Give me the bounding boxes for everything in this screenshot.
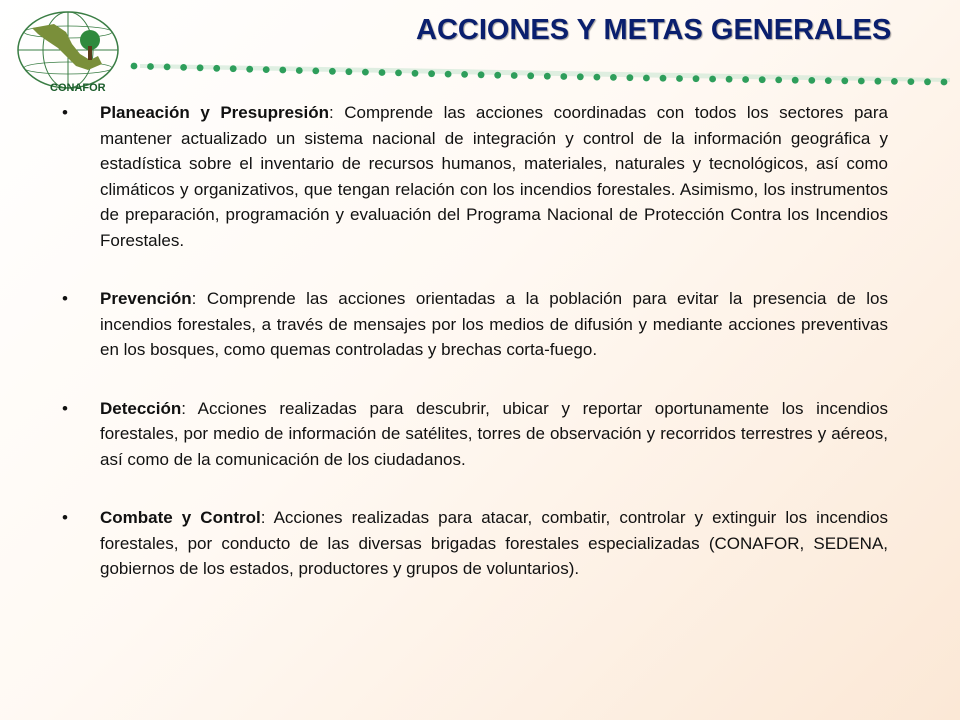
divider-dot: [478, 71, 485, 78]
divider-dot: [395, 70, 402, 77]
divider-dot: [577, 73, 584, 80]
divider-dot: [610, 74, 617, 81]
divider-dot: [164, 64, 171, 71]
list-item: [62, 505, 888, 582]
divider-dot: [213, 65, 220, 72]
divider-dot: [230, 65, 237, 72]
item-text: : Acciones realizadas para descubrir, ubicar y reportar oportunamente los incendios forestales, por medio de información de satélites, torres de observación y recorridos terrestres y aéreos, así como de la comunicación de los ciudadanos.: [100, 398, 888, 469]
divider-dot: [362, 69, 369, 76]
item-term: Combate y Control: [100, 508, 261, 527]
divider-dot: [775, 77, 782, 84]
bullet-icon: •: [62, 508, 68, 527]
divider-dot: [924, 78, 931, 85]
conafor-logo: [14, 10, 122, 94]
divider-dot: [941, 79, 948, 86]
divider-dot: [808, 77, 815, 84]
divider-dot: [428, 70, 435, 77]
divider-dot: [693, 75, 700, 82]
divider-dot: [461, 71, 468, 78]
divider-dot: [560, 73, 567, 80]
divider-dot: [742, 76, 749, 83]
divider-dot: [759, 76, 766, 83]
bullet-icon: •: [62, 398, 68, 418]
divider-dot: [147, 63, 154, 70]
divider-dot: [312, 68, 319, 75]
bullet-icon: •: [62, 289, 68, 308]
divider-dot: [627, 74, 634, 81]
divider-dot: [246, 66, 253, 73]
divider-dot: [197, 64, 204, 71]
divider-dot: [709, 76, 716, 83]
item-term: Prevención: [100, 289, 192, 308]
logo-label: CONAFOR: [50, 82, 106, 94]
divider-dot: [494, 72, 501, 79]
divider-dot: [329, 68, 336, 75]
bullet-icon: •: [62, 103, 68, 122]
divider-dot: [346, 68, 353, 75]
divider-dot: [825, 77, 832, 84]
item-term: Planeación y Presupresión: [100, 103, 329, 122]
divider-dot: [544, 73, 551, 80]
item-text: : Comprende las acciones orientadas a la población para evitar la presencia de los incendios forestales, a través de mensajes por los medios de difusión y mediante acciones preventivas en los bosques, como quemas controladas y brechas corta-fuego.: [100, 289, 888, 359]
divider-dot: [131, 63, 138, 70]
divider-dot: [676, 75, 683, 82]
item-text: : Acciones realizadas para atacar, combatir, controlar y extinguir los incendios forestales, por conducto de las diversas brigadas forestales especializadas (CONAFOR, SEDENA, gobiernos de los estados, productores y grupos de voluntarios).: [100, 508, 889, 578]
dotted-divider: [120, 56, 960, 96]
divider-dot: [180, 64, 187, 71]
divider-dot: [858, 78, 865, 85]
item-text: : Comprende las acciones coordinadas con todos los sectores para mantener actualizado un sistema nacional de integración y control de la información geográfica y estadística sobre el inventario de recursos humanos, materiales, naturales y tecnológicos, así como climáticos y organizativos, que tengan relación con los incendios forestales. Asimismo, los instrumentos de preparación, programación y evaluación del Programa Nacional de Protección Contra los Incendios Forestales.: [100, 103, 888, 250]
item-term: Detección: [100, 398, 182, 418]
divider-dot: [379, 69, 386, 76]
divider-dot: [279, 67, 286, 74]
divider-dot: [891, 78, 898, 85]
divider-dot: [263, 66, 270, 73]
divider-dot: [296, 67, 303, 74]
divider-dot: [643, 75, 650, 82]
list-item: [62, 286, 888, 363]
list-item: [62, 100, 888, 253]
divider-dot: [412, 70, 419, 77]
bullet-list: [62, 100, 888, 582]
divider-dot: [875, 78, 882, 85]
divider-dot: [792, 77, 799, 84]
divider-dot: [726, 76, 733, 83]
list-item: [62, 396, 888, 473]
divider-dot: [908, 78, 915, 85]
divider-dot: [511, 72, 518, 79]
divider-dot: [660, 75, 667, 82]
divider-dot: [841, 77, 848, 84]
page-title: ACCIONES Y METAS GENERALES: [416, 14, 892, 46]
divider-dot: [594, 74, 601, 81]
divider-dot: [445, 71, 452, 78]
divider-dot: [527, 72, 534, 79]
